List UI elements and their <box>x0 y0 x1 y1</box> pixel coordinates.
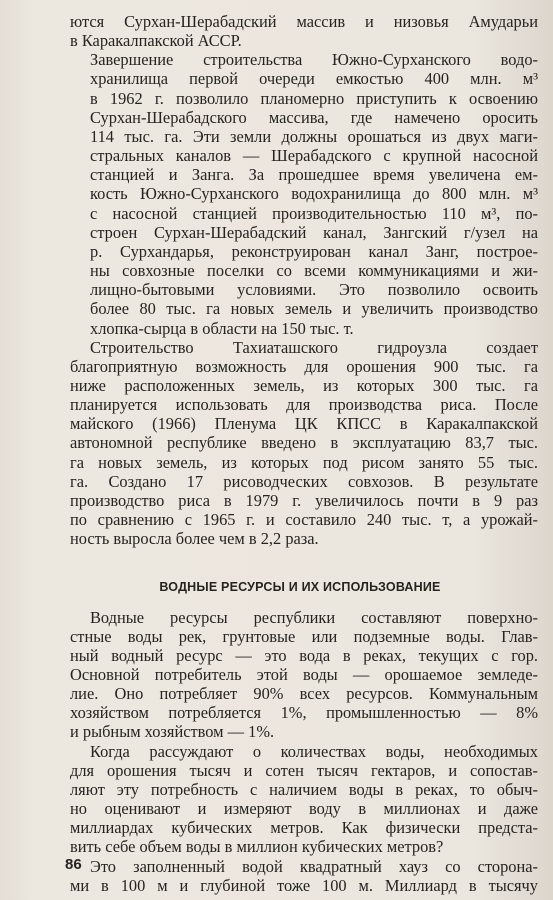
paragraph-2 <box>70 50 538 337</box>
text-line: Завершение строительства Южно-Сурханского водо- <box>90 50 538 70</box>
section-heading: ВОДНЫЕ РЕСУРСЫ И ИХ ИСПОЛЬЗОВАНИЕ <box>159 580 441 595</box>
text-line: Это заполненный водой квадратный хауз со сторона- <box>90 856 538 876</box>
text-line: в Каракалпакской АССР. <box>70 31 242 51</box>
text-line: хозяйством потребляется 1%, промышленностью — 8% <box>70 703 538 723</box>
text-line: га. Создано 17 рисоводческих совхозов. В результате <box>70 471 538 491</box>
text-line: ность выросла более чем в 2,2 раза. <box>70 529 319 549</box>
text-line: ный водный ресурс — это вода в реках, текущих с гор. <box>70 645 538 665</box>
text-line: вить себе объем воды в миллион кубических метров? <box>70 837 444 857</box>
text-line: р. Сурхандарья, реконструирован канал Занг, построе- <box>90 241 538 261</box>
text-line: но оценивают и измеряют воду в миллионах и даже <box>70 799 538 819</box>
text-line: стные воды рек, грунтовые или подземные воды. Глав- <box>70 626 538 646</box>
text-line: Водные ресурсы республики составляют поверхно- <box>90 607 538 627</box>
text-line: с насосной станцией производительностью 110 м³, по- <box>90 203 538 223</box>
text-line: строен Сурхан-Шерабадский канал, Зангский г/узел на <box>90 222 538 242</box>
text-line: более 80 тыс. га новых земель и увеличить производство <box>90 299 538 319</box>
text-line: ны совхозные поселки со всеми коммуникациями и жи- <box>90 261 538 281</box>
page-number: 86 <box>65 856 82 873</box>
text-line: Строительство Тахиаташского гидроузла создает <box>90 337 538 357</box>
text-line: ми в 100 м и глубиной тоже 100 м. Миллиард в тысячу <box>70 875 538 895</box>
text-line: ниже расположенных земель, из которых 300 тыс. га <box>70 375 538 395</box>
page-body <box>70 12 538 895</box>
text-line: миллиардах кубических метров. Как физически предста- <box>70 818 538 838</box>
text-line: га новых земель, из которых под рисом занято 55 тыс. <box>70 452 538 472</box>
text-line: по сравнению с 1965 г. и составило 240 тыс. т, а урожай- <box>70 510 538 530</box>
text-line: ются Сурхан-Шерабадский массив и низовья Амударьи <box>70 12 538 31</box>
text-line: в 1962 г. позволило планомерно приступить к освоению <box>90 88 538 108</box>
text-line: лие. Оно потребляет 90% всех ресурсов. Коммунальным <box>70 684 538 704</box>
text-line: Сурхан-Шерабадского массива, где намечено оросить <box>90 107 538 127</box>
text-line: лищно-бытовыми условиями. Это позволило освоить <box>90 280 538 300</box>
text-line: кость Южно-Сурханского водохранилища до 800 млн. м³ <box>90 184 538 204</box>
text-line: производство риса в 1979 г. увеличилось почти в 9 раз <box>70 490 538 510</box>
text-line: стральных каналов — Шерабадского с крупной насосной <box>90 146 538 166</box>
text-line: хранилища первой очереди емкостью 400 млн. м³ <box>90 69 538 89</box>
text-line: 114 тыс. га. Эти земли должны орошаться из двух маги- <box>90 126 538 146</box>
text-line: Когда рассуждают о количествах воды, необходимых <box>90 741 538 761</box>
text-line: и рыбным хозяйством — 1%. <box>70 722 275 742</box>
paragraph-1 <box>70 12 538 50</box>
text-line: благоприятную возможность для орошения 900 тыс. га <box>70 356 538 376</box>
text-line: хлопка-сырца в области на 150 тыс. т. <box>90 318 354 338</box>
paragraph-6 <box>70 857 538 895</box>
paragraph-4 <box>70 608 538 742</box>
text-line: станцией и Занга. За прошедшее время увеличена ем- <box>90 165 538 185</box>
paragraph-3 <box>70 338 538 549</box>
text-line: планируется использовать для производства риса. После <box>70 395 538 415</box>
text-line: автономной республике введено в эксплуатацию 83,7 тыс. <box>70 433 538 453</box>
text-line: ляют эту потребность с наличием воды в реках, то обыч- <box>70 779 538 799</box>
paragraph-5 <box>70 742 538 857</box>
text-line: майского (1966) Пленума ЦК КПСС в Каракалпакской <box>70 414 538 434</box>
text-line: Основной потребитель этой воды — орошаемое земледе- <box>70 665 538 684</box>
text-line: для орошения тысяч и сотен тысяч гектаров, и сопостав- <box>70 760 538 780</box>
